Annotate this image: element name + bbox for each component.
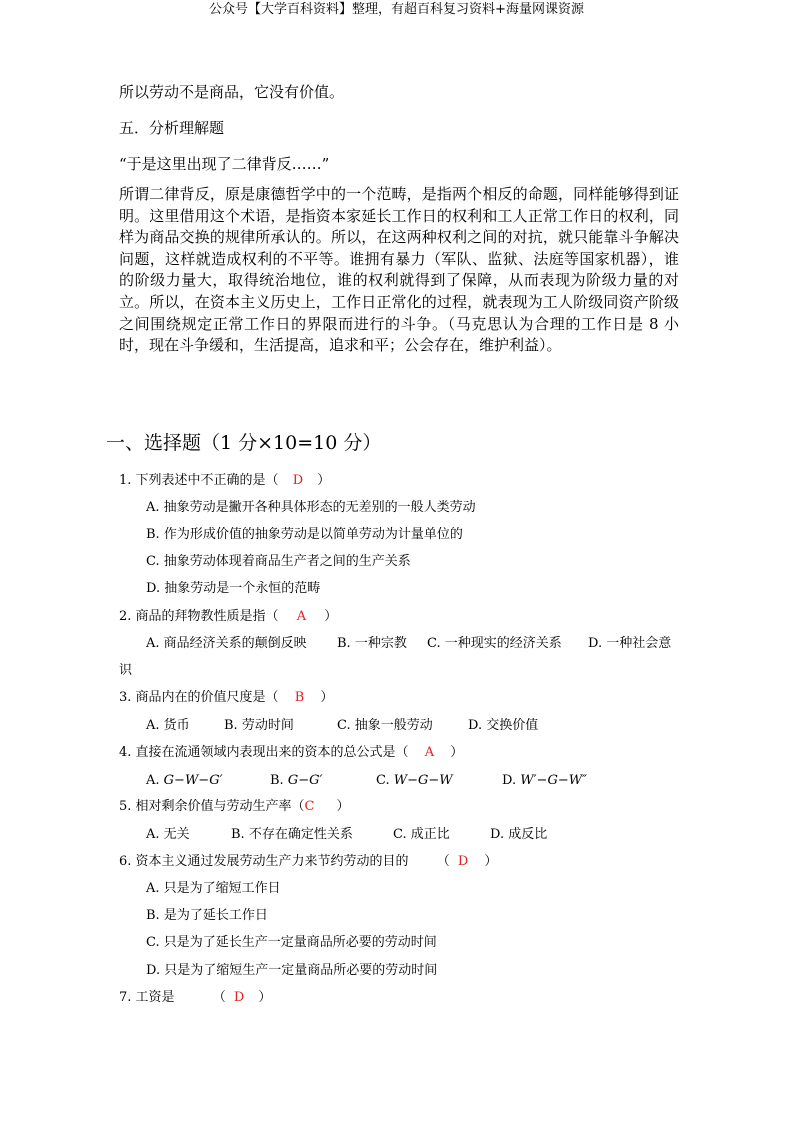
- question-stem: 1. 下列表述中不正确的是（: [119, 473, 279, 488]
- formula: W−G−W: [393, 773, 453, 788]
- answer-mark: B: [294, 690, 305, 705]
- page-header: 公众号【大学百科资料】整理，有超百科复习资料+海量网课资源: [209, 2, 584, 17]
- option: A. 抽象劳动是撇开各种具体形态的无差别的一般人类劳动: [146, 500, 476, 515]
- section-5-title: 五．分析理解题: [119, 119, 225, 137]
- option: B. G−G′: [270, 773, 323, 788]
- question-stem: 3. 商品内在的价值尺度是（: [119, 690, 279, 705]
- option: D. 成反比: [490, 827, 548, 842]
- answer-mark: D: [292, 473, 304, 488]
- analysis-paragraph: 所谓二律背反，原是康德哲学中的一个范畴，是指两个相反的命题，同样能够得到证明。这里借用这个术语，是指资本家延长工作日的权利和工人正常工作日的权利，同样为商品交换的规律所承认的。所以，在这两种权利之间的对抗，就只能靠斗争解决问题，这样就造成权利的不平等。谁拥有暴力（军队、监狱、法庭等国家机器），谁的阶级力量大，取得统治地位，谁的权利就得到了保障，从而表现为阶级力量的对立。所以，在资本主义历史上，工作日正常化的过程，就表现为工人阶级同资产阶级之间围绕规定正常工作日的界限而进行的斗争。（马克思认为合理的工作日是 8 小时，现在斗争缓和，生活提高，追求和平；公会存在，维护利益）。: [119, 185, 679, 355]
- option: B. 作为形成价值的抽象劳动是以简单劳动为计量单位的: [146, 527, 463, 542]
- option: B. 不存在确定性关系: [231, 827, 353, 842]
- option-wrap: 识: [119, 663, 133, 678]
- formula: G−G′: [287, 773, 323, 788]
- option: D. W′−G−W″: [502, 773, 587, 788]
- answer-mark: D: [233, 990, 245, 1005]
- formula: G−W−G′: [163, 773, 223, 788]
- question-stem: 7. 工资是: [119, 990, 175, 1005]
- answer-mark: D: [457, 854, 469, 869]
- option: B. 一种宗教: [337, 636, 407, 651]
- intro-line: 所以劳动不是商品，它没有价值。: [119, 83, 345, 101]
- quote-line: “于是这里出现了二律背反……”: [119, 155, 330, 173]
- question-2: 2. 商品的拜物教性质是指（ A ）: [119, 609, 338, 624]
- option: C. 抽象一般劳动: [337, 718, 433, 733]
- option: B. 劳动时间: [224, 718, 294, 733]
- option: D. 抽象劳动是一个永恒的范畴: [146, 581, 321, 596]
- option: C. 一种现实的经济关系: [427, 636, 562, 651]
- question-stem: 2. 商品的拜物教性质是指（: [119, 609, 279, 624]
- question-1: 1. 下列表述中不正确的是（ D ）: [119, 473, 331, 488]
- option: D. 只是为了缩短生产一定量商品所必要的劳动时间: [146, 963, 438, 978]
- question-7: 7. 工资是 （ D ）: [119, 990, 272, 1005]
- option: A. 无关: [146, 827, 190, 842]
- answer-mark: C: [304, 799, 315, 814]
- question-stem: 5. 相对剩余价值与劳动生产率（: [119, 799, 305, 814]
- question-6: 6. 资本主义通过发展劳动生产力来节约劳动的目的 （ D ）: [119, 854, 498, 869]
- option: A. 商品经济关系的颠倒反映: [146, 636, 307, 651]
- question-stem: 4. 直接在流通领域内表现出来的资本的总公式是（: [119, 745, 409, 760]
- question-3: 3. 商品内在的价值尺度是（ B ）: [119, 690, 334, 705]
- option: D. 一种社会意: [588, 636, 672, 651]
- option: C. 只是为了延长生产一定量商品所必要的劳动时间: [146, 935, 437, 950]
- option: C. 成正比: [393, 827, 450, 842]
- section-1-title: 一、选择题（1 分×10=10 分）: [106, 432, 382, 454]
- question-5: 5. 相对剩余价值与劳动生产率（C ）: [119, 799, 350, 814]
- option: D. 交换价值: [468, 718, 539, 733]
- answer-mark: A: [296, 609, 307, 624]
- answer-mark: A: [424, 745, 435, 760]
- option: A. G−W−G′: [146, 773, 223, 788]
- option: A. 货币: [146, 718, 190, 733]
- option: C. 抽象劳动体现着商品生产者之间的生产关系: [146, 554, 411, 569]
- formula: W′−G−W″: [520, 773, 587, 788]
- question-4: 4. 直接在流通领域内表现出来的资本的总公式是（ A ）: [119, 745, 464, 760]
- option: C. W−G−W: [376, 773, 453, 788]
- option: B. 是为了延长工作日: [146, 908, 268, 923]
- option: A. 只是为了缩短工作日: [146, 881, 281, 896]
- question-stem: 6. 资本主义通过发展劳动生产力来节约劳动的目的: [119, 854, 409, 869]
